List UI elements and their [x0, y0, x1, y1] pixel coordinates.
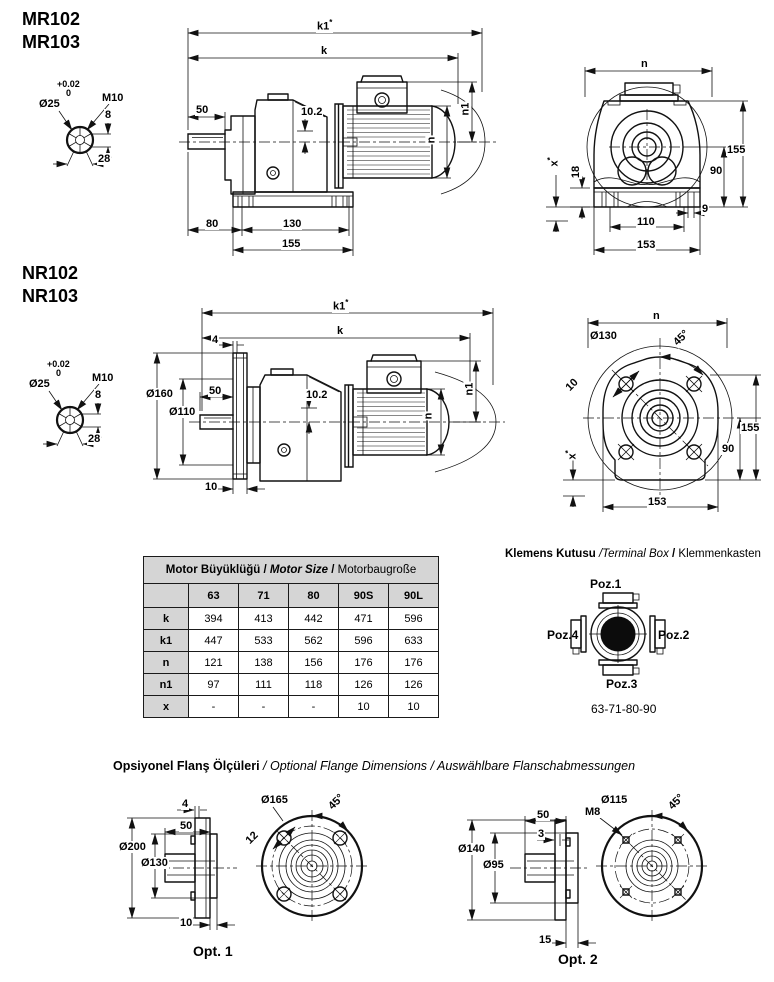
row-header: x: [144, 696, 189, 718]
model-line: NR102: [22, 263, 79, 283]
dim-shaft-tolerance-plus: +0.02: [57, 79, 80, 89]
model-line: MR103: [22, 32, 81, 53]
dim-45deg: 45°: [671, 327, 692, 349]
table-cell: 596: [339, 630, 389, 652]
dim-4: 4: [212, 334, 219, 346]
dim-n-label: n: [425, 136, 438, 144]
dim-dia130: Ø130: [141, 857, 168, 869]
dim-dia140: Ø140: [458, 843, 485, 855]
nr-end-view-figure: [555, 300, 774, 528]
motor-size-table: [143, 556, 439, 718]
dim-x-label: x*: [545, 157, 561, 167]
table-cell: 121: [189, 652, 239, 674]
table-cell: 156: [289, 652, 339, 674]
table-row: [144, 630, 439, 652]
table-cell: -: [289, 696, 339, 718]
dim-key-width: 28: [98, 153, 111, 165]
dim-80: 80: [206, 218, 219, 230]
column-header: 63: [189, 584, 239, 608]
column-header: 90S: [339, 584, 389, 608]
table-cell: 176: [339, 652, 389, 674]
table-cell: 596: [389, 608, 439, 630]
dim-155: 155: [741, 422, 760, 434]
terminal-position-3: Poz.3: [606, 677, 638, 691]
opt2-flange-drawing: [450, 790, 774, 965]
mr-end-view-drawing: [540, 55, 774, 263]
table-cell: 394: [189, 608, 239, 630]
table-title-row: [144, 557, 439, 584]
dim-shaft-thread: M10: [92, 372, 114, 384]
table-row: [144, 608, 439, 630]
table-cell: -: [189, 696, 239, 718]
dim-key-top: 10.2: [301, 106, 323, 118]
column-header: 90L: [389, 584, 439, 608]
table-cell: 126: [389, 674, 439, 696]
row-header: n: [144, 652, 189, 674]
dim-k1-label: k1*: [333, 298, 349, 313]
table-cell: 633: [389, 630, 439, 652]
dim-90: 90: [722, 443, 735, 455]
dim-45deg: 45°: [326, 791, 347, 813]
dim-45deg: 45°: [666, 791, 687, 813]
terminal-position-2: Poz.2: [658, 628, 690, 642]
dim-9: 9: [702, 203, 709, 215]
dim-dia95: Ø95: [483, 859, 504, 871]
opt2-flange-figure: [450, 790, 774, 965]
dim-dia115: Ø115: [601, 794, 628, 806]
dim-dia110: Ø110: [169, 406, 196, 418]
dim-50: 50: [180, 820, 193, 832]
column-header: 80: [289, 584, 339, 608]
table-cell: 471: [339, 608, 389, 630]
dim-key-height: 8: [95, 389, 102, 401]
table-cell: 447: [189, 630, 239, 652]
terminal-box-sizes: 63-71-80-90: [591, 702, 657, 716]
dim-dia165: Ø165: [261, 794, 288, 806]
nr-side-view-figure: [145, 295, 545, 530]
model-line: NR103: [22, 286, 79, 307]
dim-90: 90: [710, 165, 723, 177]
column-header: 71: [239, 584, 289, 608]
dim-50: 50: [537, 809, 550, 821]
dim-dia200: Ø200: [119, 841, 146, 853]
dim-x-label: x*: [563, 450, 579, 460]
dim-key-top: 10.2: [306, 389, 328, 401]
dim-130: 130: [283, 218, 302, 230]
nr-model-title: [22, 262, 78, 308]
row-header: k1: [144, 630, 189, 652]
table-row: [144, 696, 439, 718]
dim-shaft-length: 50: [209, 385, 222, 397]
dim-n-label: n: [422, 412, 435, 420]
opt1-caption: Opt. 1: [193, 943, 233, 959]
opt1-flange-figure: [115, 790, 445, 960]
table-cell: 10: [339, 696, 389, 718]
dim-shaft-diameter: Ø25: [39, 98, 60, 110]
mr-model-title: [22, 8, 80, 54]
table-header-row: [144, 584, 439, 608]
table-row: [144, 652, 439, 674]
table-row: [144, 674, 439, 696]
dim-18: 18: [570, 165, 583, 179]
terminal-box-heading: Klemens Kutusu /Terminal Box / Klemmenkasten: [505, 548, 761, 560]
dim-shaft-tolerance-zero: 0: [56, 368, 62, 378]
table-title-cell: Motor Büyüklüğü / Motor Size / Motorbaugroße: [144, 557, 439, 584]
dim-shaft-length: 50: [196, 104, 209, 116]
nr-end-view-drawing: [555, 300, 774, 528]
dim-10: 10: [205, 481, 218, 493]
opt1-flange-drawing: [115, 790, 445, 960]
table-cell: 118: [289, 674, 339, 696]
dim-k-label: k: [337, 325, 344, 337]
terminal-position-4: Poz.4: [547, 628, 579, 642]
dim-153: 153: [637, 239, 656, 251]
mr-end-view-figure: [540, 55, 774, 263]
table-cell: 97: [189, 674, 239, 696]
table-cell: 126: [339, 674, 389, 696]
dim-shaft-thread: M10: [102, 92, 124, 104]
dim-155: 155: [282, 238, 301, 250]
dim-n1-label: n1: [463, 382, 476, 396]
dim-153: 153: [648, 496, 667, 508]
dim-4: 4: [182, 798, 189, 810]
nr-shaft-detail-figure: [15, 358, 125, 458]
row-header: n1: [144, 674, 189, 696]
dim-110: 110: [637, 216, 655, 228]
table-cell: -: [239, 696, 289, 718]
dim-dia160: Ø160: [146, 388, 173, 400]
dim-shaft-tolerance-zero: 0: [66, 88, 72, 98]
dim-key-width: 28: [88, 433, 101, 445]
table-cell: 138: [239, 652, 289, 674]
table-cell: 111: [239, 674, 289, 696]
dim-dia130: Ø130: [590, 330, 617, 342]
mr-shaft-detail-figure: [25, 78, 135, 178]
dim-155: 155: [727, 144, 746, 156]
dim-n-label: n: [641, 58, 648, 70]
mr-side-view-figure: [175, 12, 537, 262]
flange-section-heading: Opsiyonel Flanş Ölçüleri / Optional Flange Dimensions / Auswählbare Flanschabmessungen: [113, 759, 636, 773]
dim-15: 15: [539, 934, 552, 946]
terminal-position-1: Poz.1: [590, 577, 622, 591]
table-cell: 10: [389, 696, 439, 718]
dim-m8: M8: [585, 806, 601, 818]
table-cell: 442: [289, 608, 339, 630]
terminal-box-figure: [545, 577, 705, 717]
dim-n1-label: n1: [459, 102, 472, 116]
row-header: k: [144, 608, 189, 630]
table-cell: 413: [239, 608, 289, 630]
dim-10: 10: [563, 376, 581, 394]
dim-shaft-diameter: Ø25: [29, 378, 50, 390]
dim-key-height: 8: [105, 109, 112, 121]
dim-n-label: n: [653, 310, 660, 322]
model-line: MR102: [22, 9, 81, 29]
opt2-caption: Opt. 2: [558, 951, 598, 967]
dim-k-label: k: [321, 45, 328, 57]
table-cell: 562: [289, 630, 339, 652]
dim-k1-label: k1*: [317, 18, 333, 33]
nr-side-view-drawing: [145, 295, 545, 530]
table-cell: 533: [239, 630, 289, 652]
dim-10: 10: [180, 917, 193, 929]
mr-side-view-drawing: [175, 12, 537, 262]
dim-3: 3: [538, 828, 545, 840]
dim-12: 12: [243, 829, 261, 847]
table-cell: 176: [389, 652, 439, 674]
table-corner-cell: [144, 584, 189, 608]
dim-shaft-tolerance-plus: +0.02: [47, 359, 70, 369]
